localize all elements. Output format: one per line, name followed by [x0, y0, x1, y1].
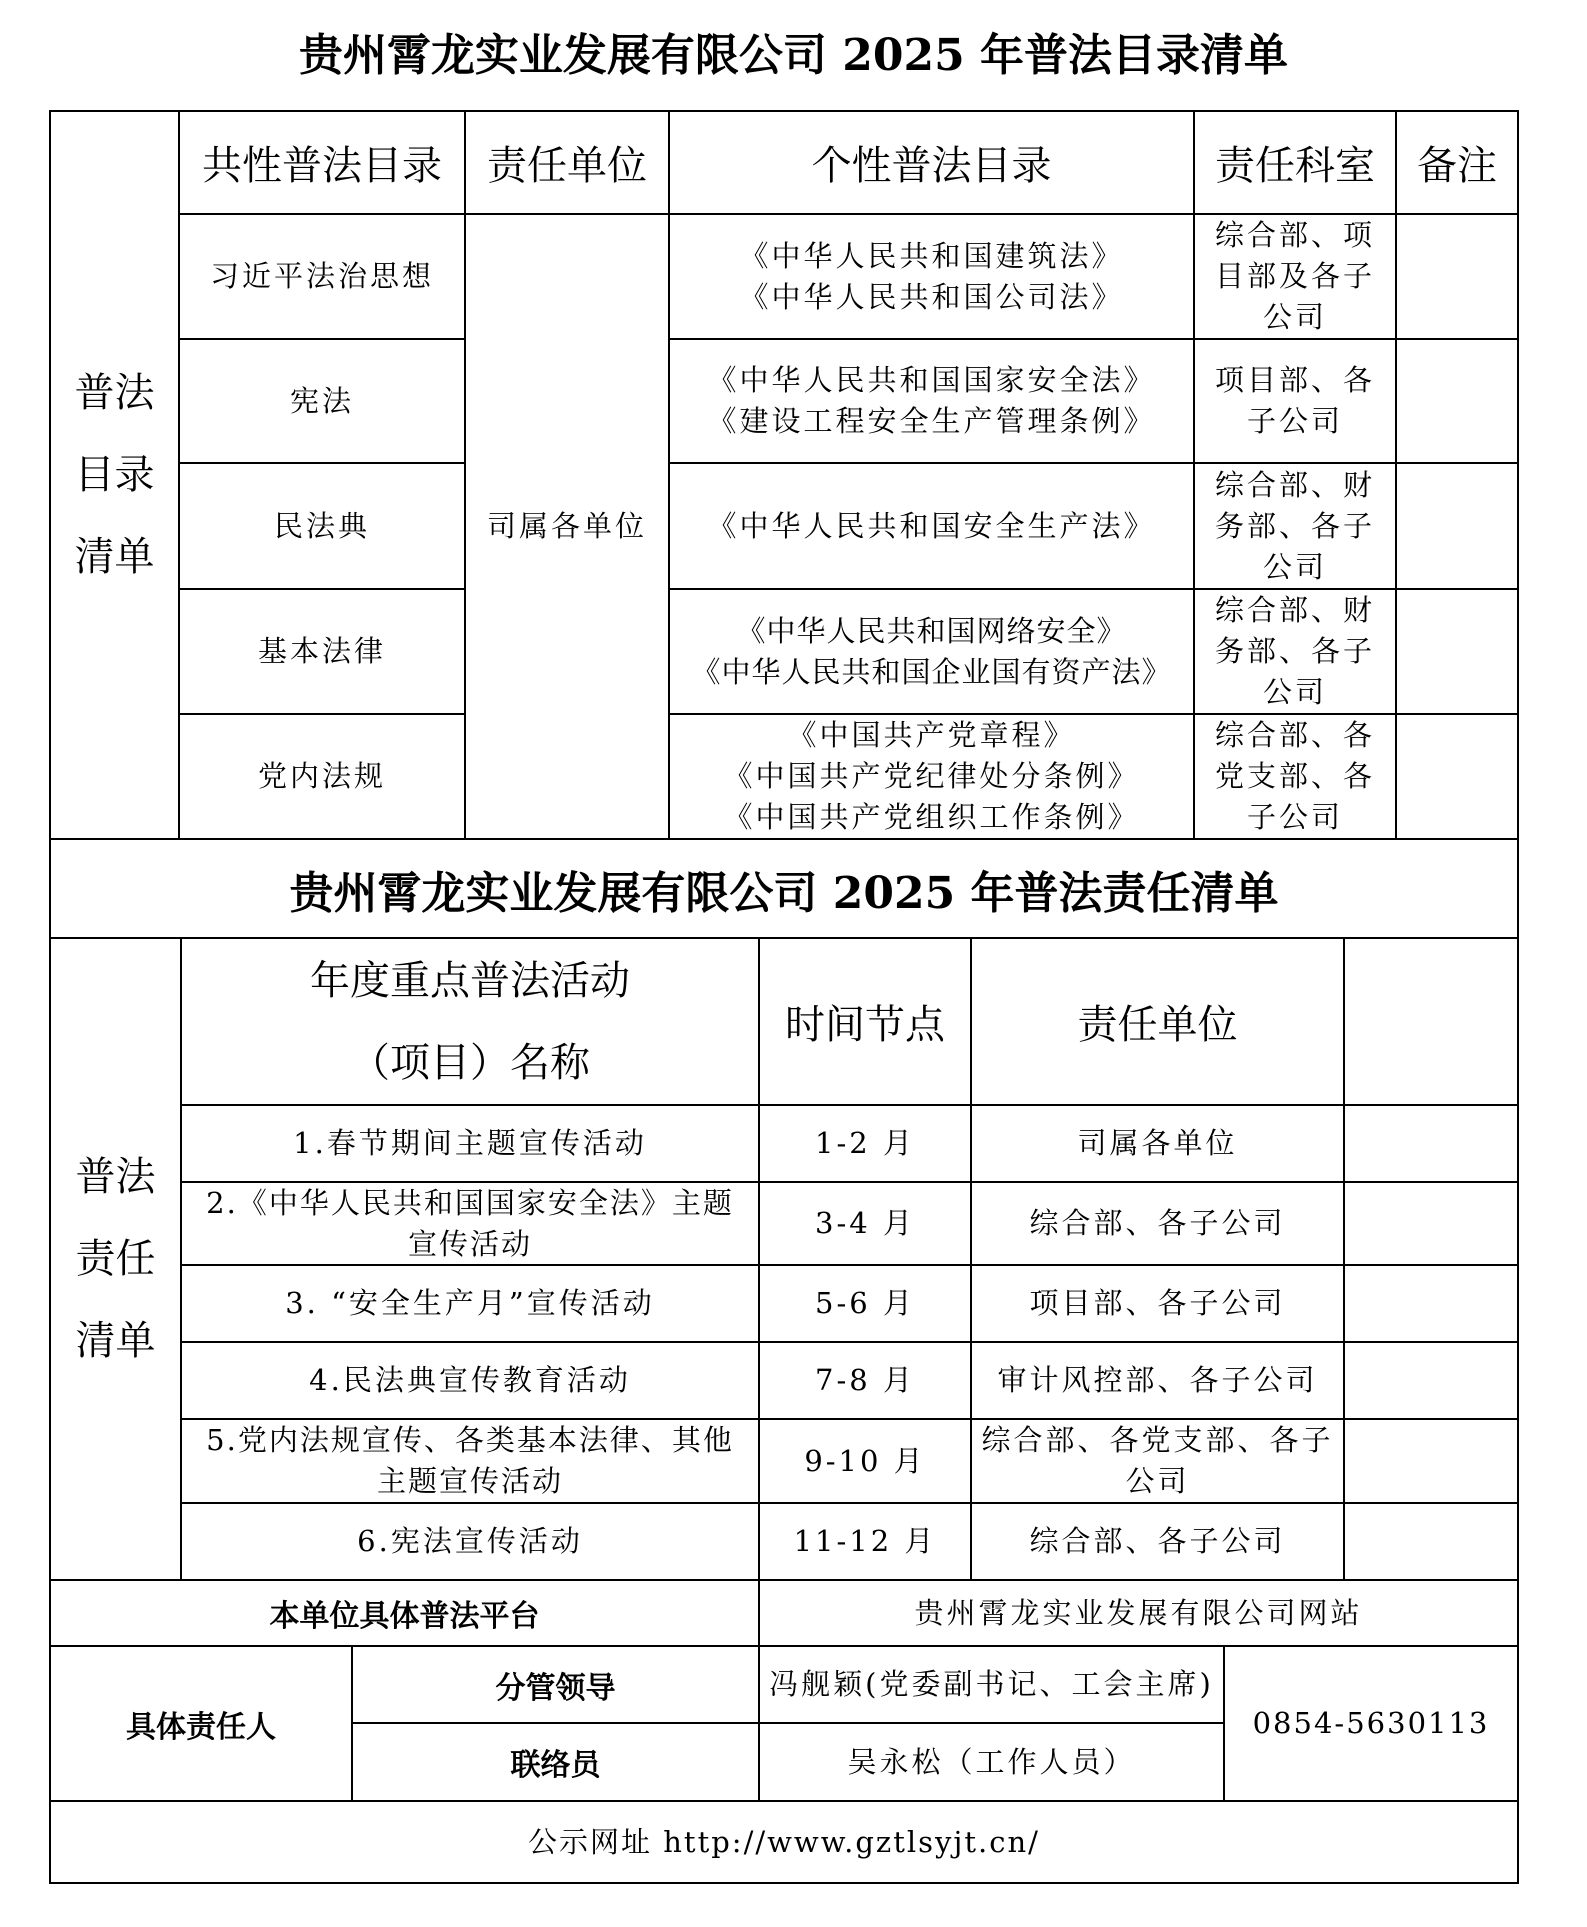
activity-name: 3. “安全生产月”宣传活动	[285, 1286, 655, 1320]
catalog-note-item	[1397, 590, 1517, 713]
catalog-common-item: 基本法律	[257, 634, 386, 668]
activity-time: 9-10 月	[804, 1443, 926, 1478]
activity-name: 5.党内法规宣传、各类基本法律、其他 主题宣传活动	[206, 1423, 734, 1498]
catalog-dept-item: 项目部、各 子公司	[1214, 363, 1375, 438]
header-responsible-unit-2: 责任单位	[1077, 1002, 1238, 1048]
catalog-unit-value: 司属各单位	[486, 509, 647, 543]
catalog-title: 贵州霄龙实业发展有限公司 2025 年普法目录清单	[298, 30, 1289, 81]
header-common-catalog: 共性普法目录	[202, 143, 442, 189]
catalog-note-item	[1397, 464, 1517, 588]
header-responsible-dept: 责任科室	[1215, 143, 1375, 189]
platform-label: 本单位具体普法平台	[269, 1599, 540, 1634]
catalog-specific-item: 《中国共产党章程》 《中国共产党纪律处分条例》 《中国共产党组织工作条例》	[723, 718, 1140, 834]
header-responsible-unit: 责任单位	[487, 143, 647, 189]
catalog-specific-item: 《中华人民共和国网络安全》 《中华人民共和国企业国有资产法》	[691, 613, 1172, 689]
catalog-side-label: 普法 目录 清单	[74, 370, 155, 580]
contact-phone: 0854-5630113	[1252, 1706, 1490, 1740]
activity-unit: 综合部、各党支部、各子 公司	[981, 1423, 1334, 1498]
leader-value: 冯舰颖(党委副书记、工会主席)	[769, 1667, 1214, 1701]
activity-time: 3-4 月	[815, 1206, 915, 1240]
activity-unit: 审计风控部、各子公司	[997, 1363, 1318, 1397]
activity-unit: 司属各单位	[1077, 1126, 1238, 1160]
activity-time: 7-8 月	[815, 1363, 915, 1397]
responsibility-side-label: 普法 责任 清单	[75, 1154, 156, 1364]
catalog-common-item: 习近平法治思想	[209, 259, 434, 293]
activity-time: 5-6 月	[815, 1286, 915, 1320]
catalog-note-item	[1397, 215, 1517, 338]
catalog-common-item: 民法典	[273, 508, 370, 543]
activity-unit: 项目部、各子公司	[1029, 1286, 1286, 1320]
activity-name: 6.宪法宣传活动	[357, 1524, 583, 1558]
activity-unit: 综合部、各子公司	[1029, 1524, 1286, 1558]
header-activity-name: 年度重点普法活动 （项目）名称	[310, 957, 630, 1086]
catalog-common-item: 党内法规	[257, 759, 386, 793]
activity-name: 2.《中华人民共和国国家安全法》主题 宣传活动	[206, 1185, 734, 1261]
catalog-common-item: 宪法	[289, 383, 354, 418]
responsibility-title: 贵州霄龙实业发展有限公司 2025 年普法责任清单	[289, 867, 1279, 919]
header-specific-catalog: 个性普法目录	[811, 143, 1052, 189]
activity-name: 1.春节期间主题宣传活动	[293, 1126, 647, 1160]
catalog-dept-item: 综合部、财 务部、各子 公司	[1214, 467, 1375, 584]
header-extra	[1345, 939, 1517, 1104]
activity-time: 1-2 月	[815, 1126, 915, 1160]
liaison-label: 联络员	[510, 1748, 601, 1783]
public-url[interactable]: 公示网址 http://www.gztlsyjt.cn/	[528, 1824, 1040, 1859]
contacts-label: 具体责任人	[126, 1709, 276, 1745]
catalog-specific-item: 《中华人民共和国国家安全法》 《建设工程安全生产管理条例》	[707, 363, 1156, 438]
header-note: 备注	[1417, 143, 1497, 189]
activity-unit: 综合部、各子公司	[1029, 1206, 1286, 1240]
catalog-dept-item: 综合部、财 务部、各子 公司	[1214, 593, 1375, 709]
catalog-note-item	[1397, 715, 1517, 838]
catalog-specific-item: 《中华人民共和国建筑法》 《中华人民共和国公司法》	[739, 238, 1124, 314]
leader-label: 分管领导	[495, 1670, 616, 1706]
catalog-dept-item: 综合部、项 目部及各子 公司	[1214, 218, 1375, 334]
header-time-node: 时间节点	[785, 1002, 945, 1048]
platform-value: 贵州霄龙实业发展有限公司网站	[914, 1595, 1363, 1630]
activity-name: 4.民法典宣传教育活动	[309, 1363, 631, 1397]
liaison-value: 吴永松（工作人员）	[847, 1744, 1136, 1779]
catalog-note-item	[1397, 340, 1517, 462]
activity-time: 11-12 月	[793, 1524, 937, 1558]
catalog-specific-item: 《中华人民共和国安全生产法》	[707, 508, 1156, 543]
catalog-dept-item: 综合部、各 党支部、各 子公司	[1214, 718, 1375, 834]
